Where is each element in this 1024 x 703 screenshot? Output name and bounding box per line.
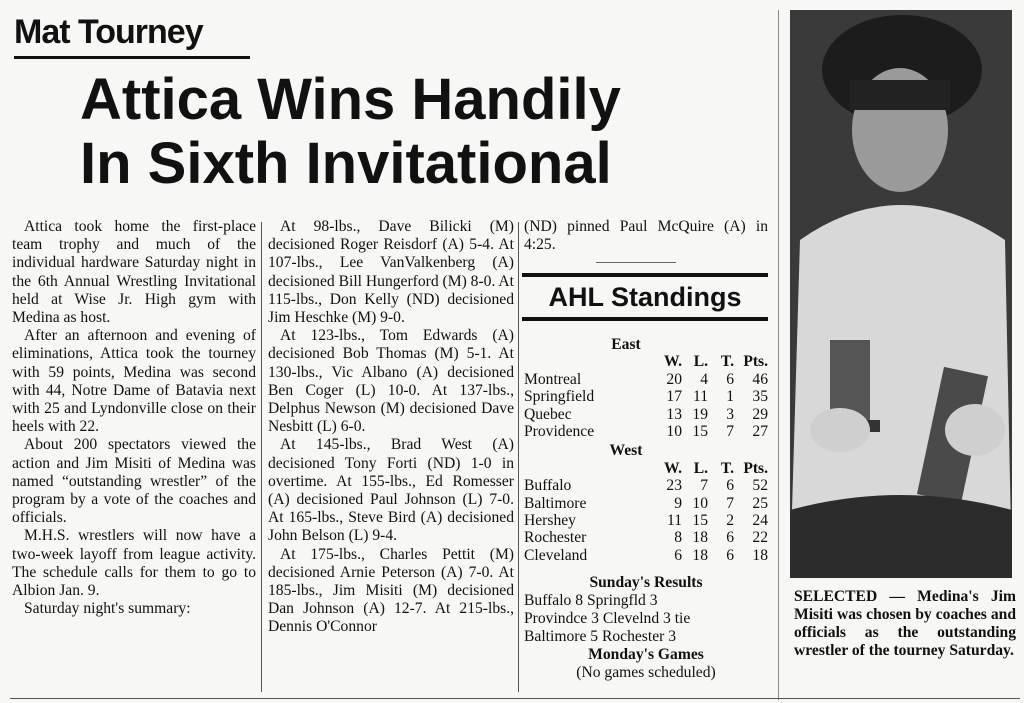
kicker-underline bbox=[14, 56, 250, 59]
rule bbox=[522, 273, 768, 277]
article-column-3 bbox=[524, 218, 768, 254]
bottom-rule bbox=[10, 698, 1020, 699]
result-line: Buffalo 8 Springfld 3 bbox=[524, 592, 658, 609]
column-divider bbox=[518, 222, 519, 692]
points: 35 bbox=[752, 388, 768, 406]
points: 52 bbox=[752, 477, 768, 495]
ties: 6 bbox=[726, 370, 734, 388]
wins: 10 bbox=[666, 423, 682, 441]
article-column-1 bbox=[12, 218, 256, 700]
team-name: Rochester bbox=[524, 529, 587, 547]
ahl-title: AHL Standings bbox=[548, 282, 742, 312]
wins: 11 bbox=[666, 512, 682, 530]
result-line: Baltimore 5 Rochester 3 bbox=[524, 628, 677, 645]
col-header: T. bbox=[720, 459, 734, 477]
table-row bbox=[524, 529, 768, 546]
ties: 7 bbox=[726, 494, 734, 512]
wins: 8 bbox=[674, 529, 682, 547]
article-column-2 bbox=[268, 218, 514, 700]
losses: 7 bbox=[700, 477, 708, 495]
col-header: W. bbox=[663, 353, 682, 371]
column-divider bbox=[261, 222, 262, 692]
ties: 6 bbox=[726, 529, 734, 547]
table-row bbox=[524, 547, 768, 564]
photo-caption: SELECTED — Medina's Jim Misiti was chosen by coaches and officials as the outstanding wrestler of the tourney Saturday. bbox=[794, 588, 1016, 659]
ahl-standings-header bbox=[522, 273, 768, 321]
points: 24 bbox=[752, 512, 768, 530]
paragraph: At 98-lbs., Dave Bilicki (M) decisioned Roger Reisdorf (A) 5-4. At 107-lbs., Lee VanValkenberg (A) decisioned Bill Hungerford (M) 8-0. At 115-lbs., Don Kelly (ND) decisioned Jim Heschke (M) 9-0. bbox=[268, 218, 514, 327]
team-name: Buffalo bbox=[524, 477, 572, 495]
losses: 15 bbox=[692, 423, 708, 441]
losses: 19 bbox=[692, 405, 708, 423]
losses: 10 bbox=[692, 494, 708, 512]
ahl-standings-table bbox=[524, 336, 768, 564]
photo-illustration bbox=[790, 10, 1012, 578]
team-name: Springfield bbox=[524, 388, 595, 406]
col-header: Pts. bbox=[743, 353, 768, 371]
result-line: Provindce 3 Clevelnd 3 tie bbox=[524, 610, 691, 627]
wrestler-photo bbox=[790, 10, 1012, 578]
rule bbox=[522, 317, 768, 321]
points: 22 bbox=[752, 529, 768, 547]
table-row bbox=[524, 406, 768, 423]
section-kicker: Mat Tourney bbox=[14, 13, 203, 51]
team-name: Quebec bbox=[524, 405, 572, 423]
paragraph: About 200 spectators viewed the action and Jim Misiti of Medina was named “outstanding wrestler” of the program by a vote of the coaches and officials. bbox=[12, 436, 256, 527]
east-label: East bbox=[611, 336, 641, 353]
paragraph: Saturday night's summary: bbox=[24, 600, 191, 618]
points: 25 bbox=[752, 494, 768, 512]
ties: 2 bbox=[726, 512, 734, 530]
wins: 13 bbox=[666, 405, 682, 423]
team-name: Cleveland bbox=[524, 546, 588, 564]
wins: 23 bbox=[666, 477, 682, 495]
paragraph: At 123-lbs., Tom Edwards (A) decisioned Bob Thomas (M) 5-1. At 130-lbs., Vic Albano (A) decisioned Ben Coger (L) 10-0. At 137-lbs., Delphus Newson (M) decisioned Dave Nesbitt (L) 6-0. bbox=[268, 327, 514, 436]
monday-games: (No games scheduled) bbox=[576, 664, 716, 681]
ties: 3 bbox=[726, 405, 734, 423]
team-name: Providence bbox=[524, 423, 595, 441]
monday-games-label: Monday's Games bbox=[588, 646, 704, 663]
wins: 9 bbox=[674, 494, 682, 512]
wins: 17 bbox=[666, 388, 682, 406]
losses: 18 bbox=[692, 546, 708, 564]
headline-line-1: Attica Wins Handily bbox=[80, 67, 621, 132]
table-row bbox=[524, 477, 768, 494]
west-label: West bbox=[609, 442, 643, 460]
losses: 18 bbox=[692, 529, 708, 547]
team-name: Baltimore bbox=[524, 494, 587, 512]
points: 29 bbox=[752, 405, 768, 423]
wins: 6 bbox=[674, 546, 682, 564]
column-divider bbox=[778, 10, 779, 700]
col-header: T. bbox=[720, 353, 734, 371]
table-header-row bbox=[524, 353, 768, 370]
team-name: Hershey bbox=[524, 512, 576, 530]
points: 18 bbox=[752, 546, 768, 564]
ties: 6 bbox=[726, 477, 734, 495]
col-header: Pts. bbox=[743, 459, 768, 477]
paragraph: At 145-lbs., Brad West (A) decisioned Tony Forti (ND) 1-0 in overtime. At 155-lbs., Ed Romesser (A) decisioned Paul Johnson (L) 7-0. At 165-lbs., Steve Bird (A) decisioned John Belson (L) 9-4. bbox=[268, 436, 514, 545]
col-header: W. bbox=[663, 459, 682, 477]
col-header: L. bbox=[693, 459, 708, 477]
table-header-row bbox=[524, 460, 768, 477]
points: 46 bbox=[752, 370, 768, 388]
paragraph: At 175-lbs., Charles Pettit (M) decisioned Arnie Peterson (A) 7-0. At 185-lbs., Jim Misiti (M) decisioned Dan Johnson (A) 12-7. At 215-lbs., Dennis O'Connor bbox=[268, 545, 514, 636]
table-row bbox=[524, 512, 768, 529]
losses: 15 bbox=[692, 512, 708, 530]
table-row bbox=[524, 423, 768, 440]
table-row bbox=[524, 371, 768, 388]
losses: 4 bbox=[700, 370, 708, 388]
headline bbox=[80, 68, 621, 196]
ties: 7 bbox=[726, 423, 734, 441]
ahl-results bbox=[524, 574, 768, 682]
col-header: L. bbox=[693, 353, 708, 371]
ties: 6 bbox=[726, 546, 734, 564]
team-name: Montreal bbox=[524, 370, 582, 388]
points: 27 bbox=[752, 423, 768, 441]
separator-rule bbox=[596, 262, 676, 263]
paragraph: Attica took home the first-place team trophy and much of the individual hardware Saturday night in the 6th Annual Wrestling Invitational held at Wise Jr. High gym with Medina as host. bbox=[12, 218, 256, 327]
table-row bbox=[524, 388, 768, 405]
paragraph: After an afternoon and evening of eliminations, Attica took the tourney with 59 points, Medina was second with 44, Notre Dame of Batavia next with 25 and Lyndonville close on their heels with 22. bbox=[12, 327, 256, 436]
ties: 1 bbox=[726, 388, 734, 406]
headline-line-2: In Sixth Invitational bbox=[80, 131, 612, 196]
losses: 11 bbox=[692, 388, 708, 406]
paragraph: (ND) pinned Paul McQuire (A) in 4:25. bbox=[524, 218, 768, 254]
wins: 20 bbox=[666, 370, 682, 388]
sunday-results-label: Sunday's Results bbox=[589, 574, 703, 591]
paragraph: M.H.S. wrestlers will now have a two-week layoff from league activity. The schedule calls for them to go to Albion Jan. 9. bbox=[12, 527, 256, 600]
table-row bbox=[524, 495, 768, 512]
